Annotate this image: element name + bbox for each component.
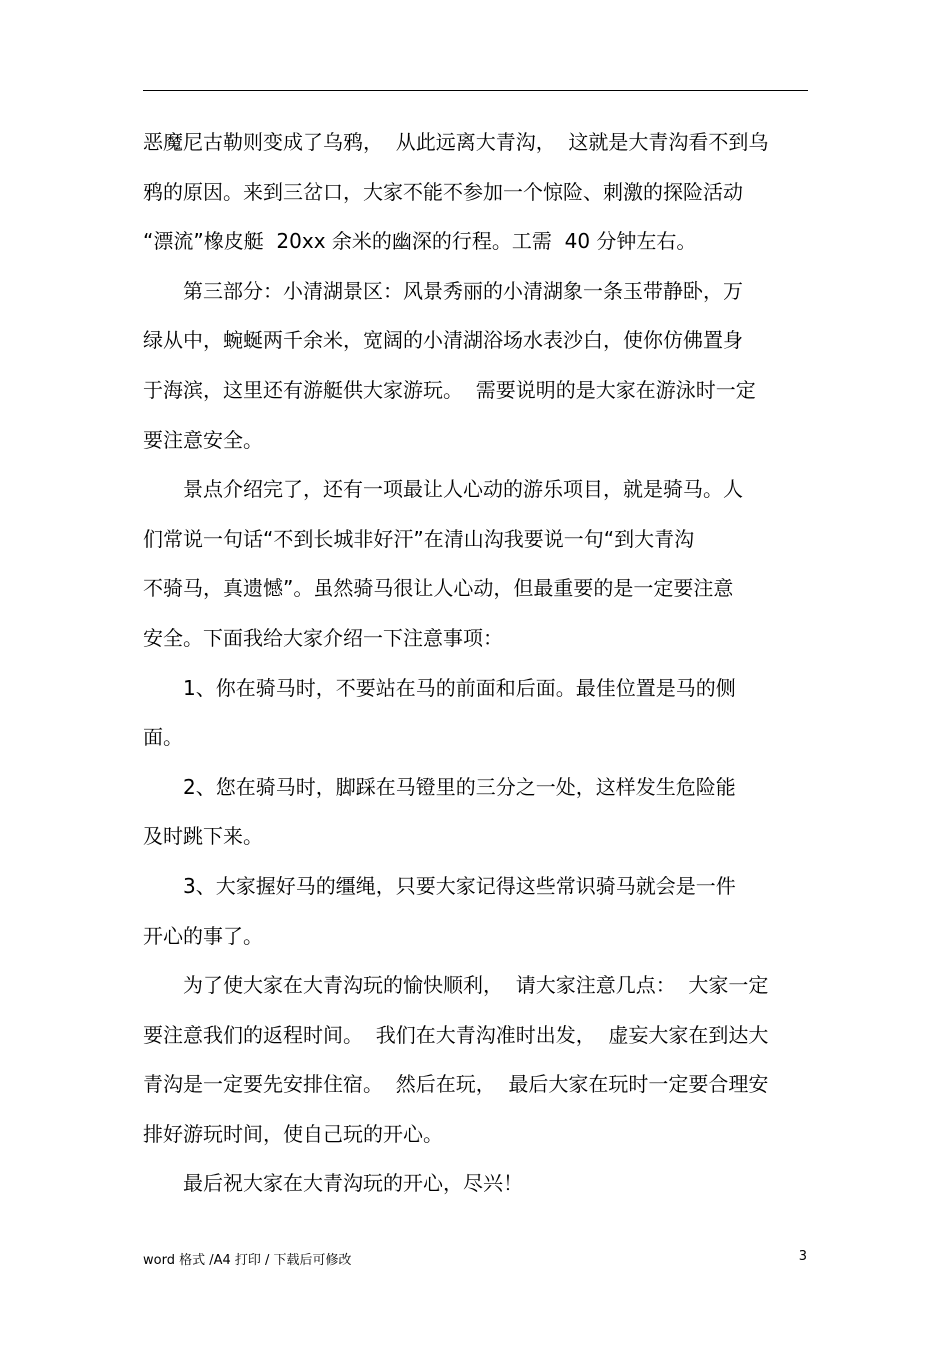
text-line: 面。 — [143, 725, 183, 750]
text-line: 鸦的原因。来到三岔口，大家不能不参加一个惊险、刺激的探险活动 — [143, 179, 743, 204]
text-line: 开心的事了。 — [143, 923, 263, 948]
text-line: 最后祝大家在大青沟玩的开心，尽兴！ — [143, 1171, 523, 1196]
document-body — [143, 118, 808, 1209]
text-line: 们常说一句话“不到长城非好汗”在清山沟我要说一句“到大青沟 — [143, 526, 695, 551]
text-line: 为了使大家在大青沟玩的愉快顺利， 请大家注意几点： 大家一定 — [143, 973, 769, 998]
text-line: 第三部分：小清湖景区：风景秀丽的小清湖象一条玉带静卧，万 — [143, 278, 743, 303]
text-line: 景点介绍完了，还有一项最让人心动的游乐项目，就是骑马。人 — [143, 477, 743, 502]
header-rule — [143, 90, 808, 91]
page-number: 3 — [798, 1249, 807, 1264]
text-line: 要注意我们的返程时间。 我们在大青沟准时出发， 虚妄大家在到达大 — [143, 1022, 769, 1047]
text-line: 及时跳下来。 — [143, 824, 263, 849]
text-line: 恶魔尼古勒则变成了乌鸦， 从此远离大青沟， 这就是大青沟看不到乌 — [143, 130, 769, 154]
text-line: 于海滨，这里还有游艇供大家游玩。 需要说明的是大家在游泳时一定 — [143, 377, 756, 402]
text-line: 3、大家握好马的缰绳，只要大家记得这些常识骑马就会是一件 — [143, 873, 736, 898]
text-line: 安全。下面我给大家介绍一下注意事项： — [143, 625, 503, 650]
text-line: 排好游玩时间，使自己玩的开心。 — [143, 1121, 443, 1146]
text-line: 要注意安全。 — [143, 427, 263, 452]
text-line: 绿从中，蜿蜒两千余米，宽阔的小清湖浴场水表沙白，使你仿佛置身 — [143, 328, 743, 353]
text-line: 不骑马，真遗憾”。虽然骑马很让人心动，但最重要的是一定要注意 — [143, 576, 734, 601]
text-line: 1、你在骑马时，不要站在马的前面和后面。最佳位置是马的侧 — [143, 675, 736, 700]
footer-note: word 格式 /A4 打印 / 下载后可修改 — [143, 1253, 352, 1268]
text-line: 2、您在骑马时，脚踩在马镫里的三分之一处，这样发生危险能 — [143, 774, 736, 799]
text-line: “漂流”橡皮艇 20xx 余米的幽深的行程。工需 40 分钟左右。 — [143, 229, 697, 254]
text-line: 青沟是一定要先安排住宿。 然后在玩， 最后大家在玩时一定要合理安 — [143, 1072, 769, 1097]
